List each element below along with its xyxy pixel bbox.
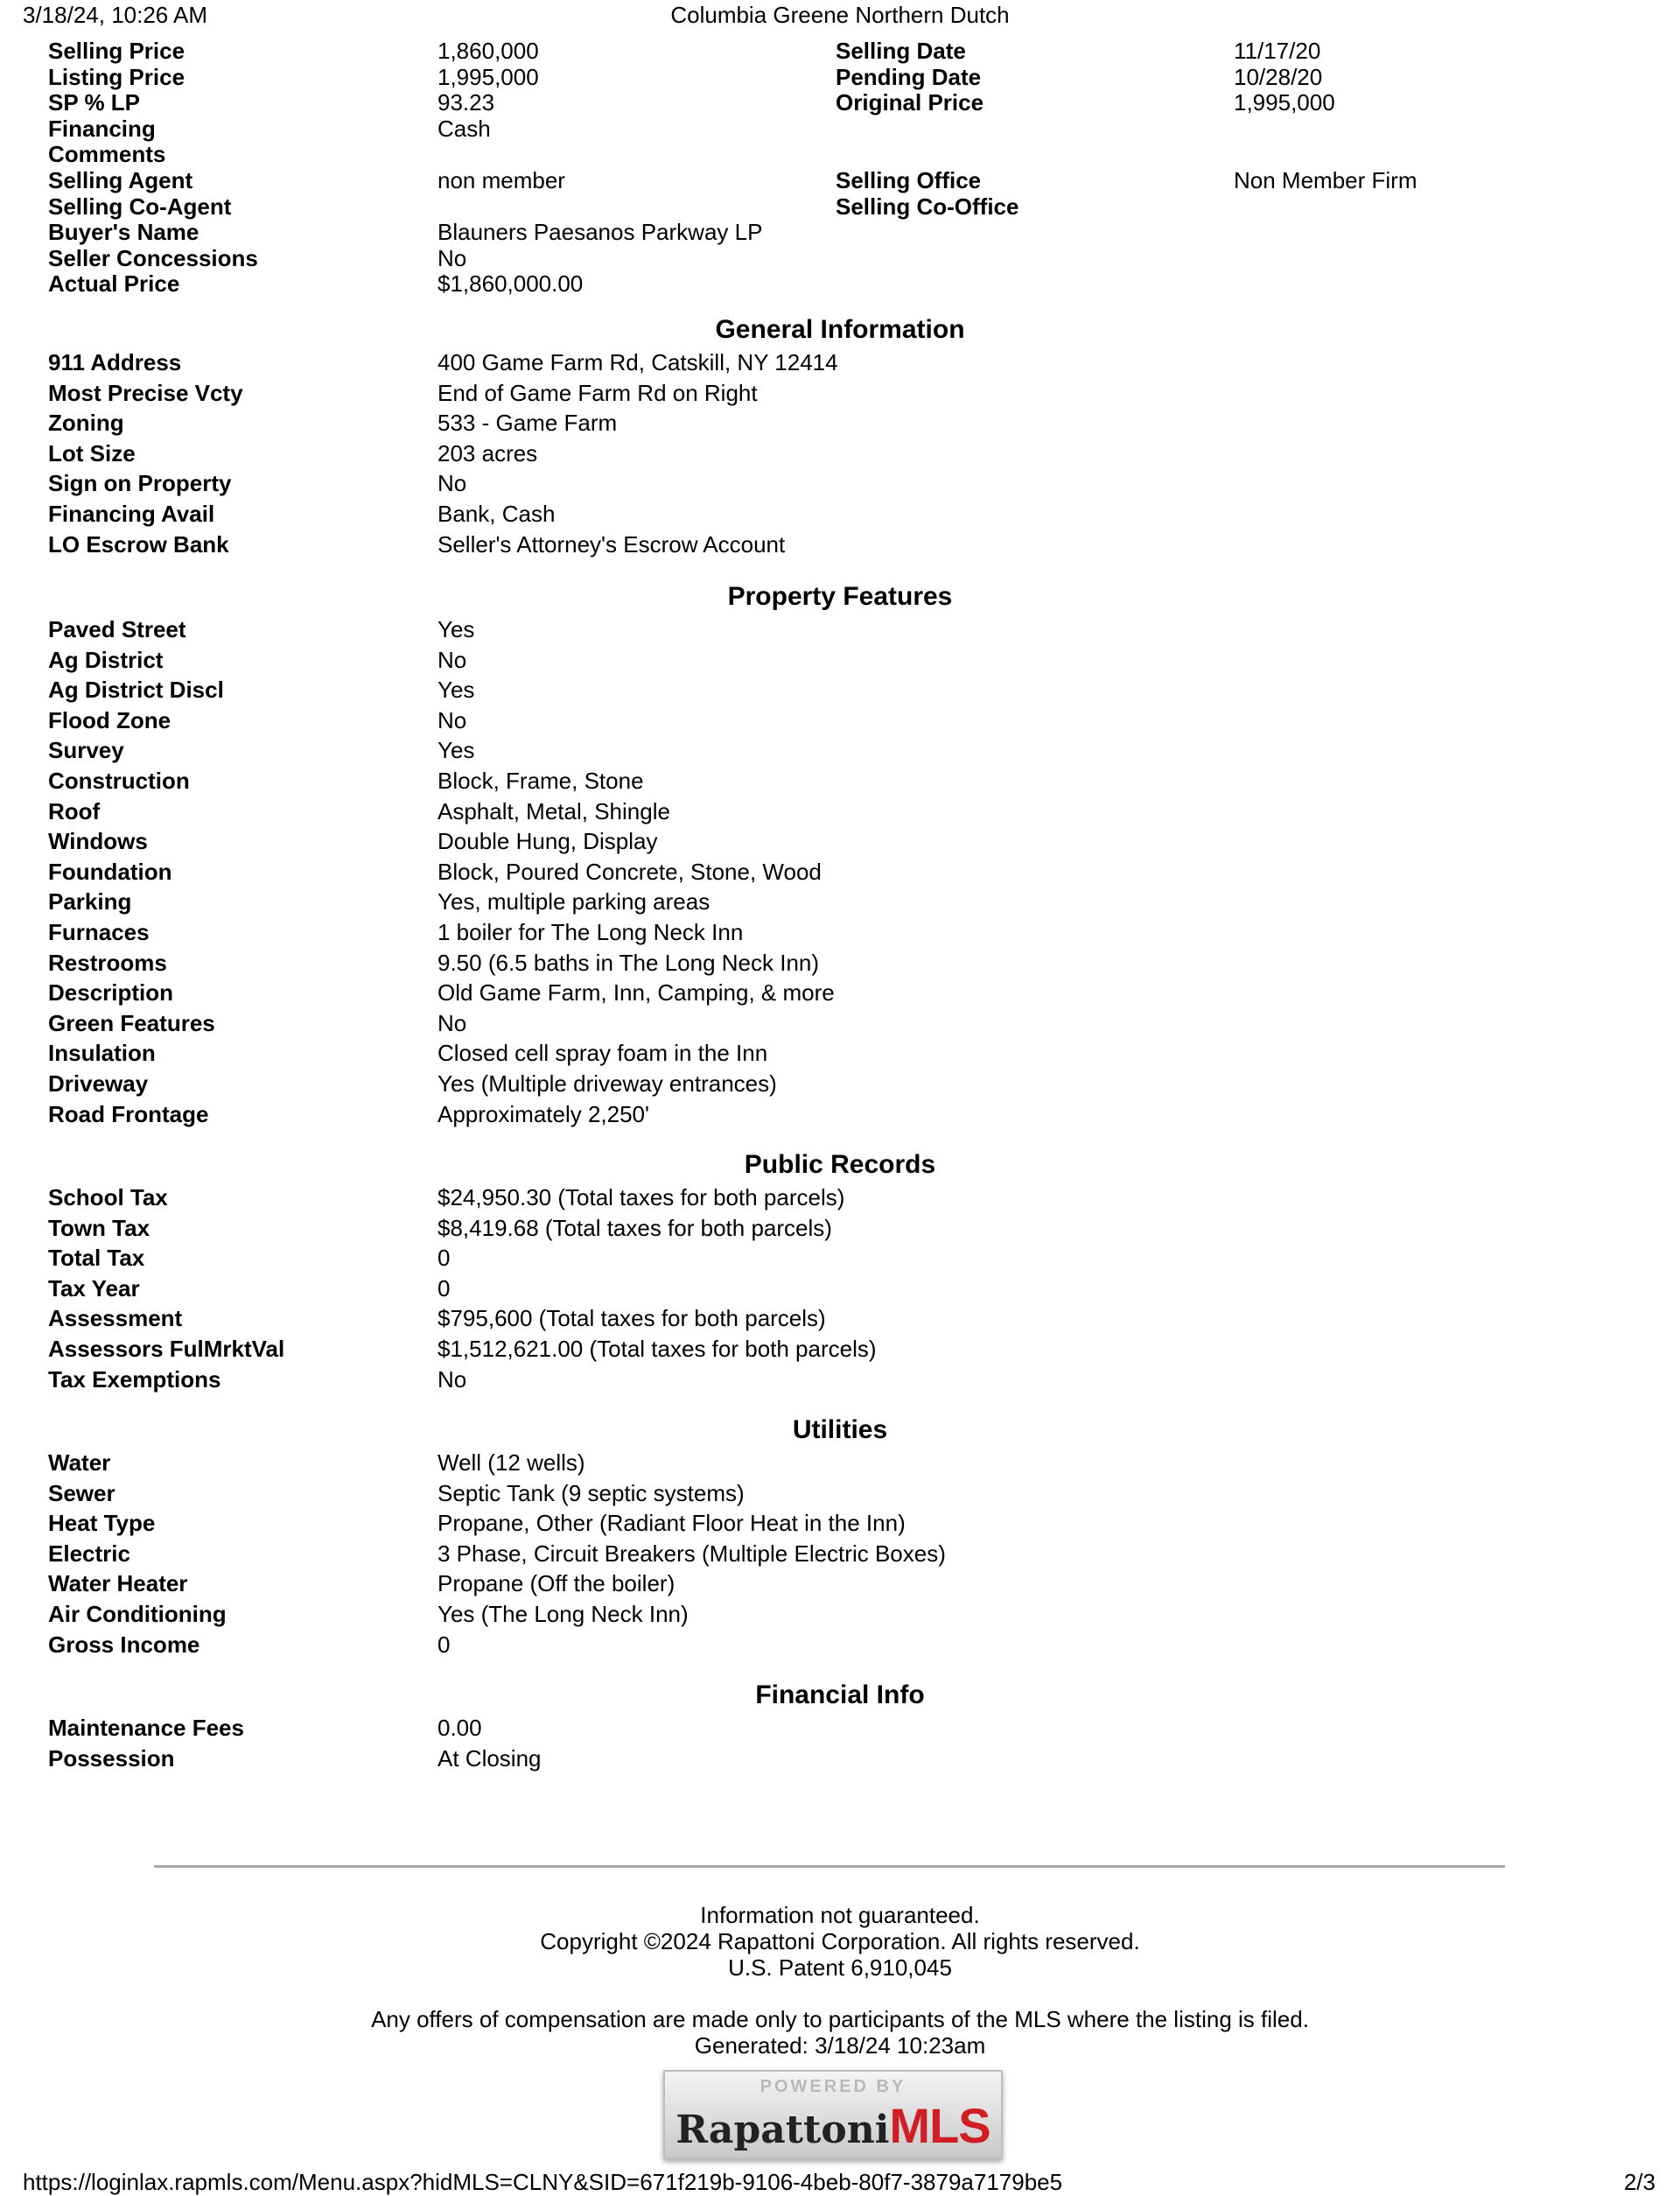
logo-brand: Rapattoni (676, 2108, 890, 2152)
field-label: Sign on Property (48, 470, 232, 497)
field-row (48, 408, 1632, 438)
field-label: Comments (48, 141, 166, 168)
field-value: Yes, multiple parking areas (438, 888, 710, 916)
field-row (48, 1599, 1632, 1630)
field-row (48, 917, 1632, 948)
field-row (48, 978, 1632, 1008)
sale-info-block (48, 39, 1536, 298)
field-row (48, 347, 1632, 378)
logo-mls: MLS (889, 2098, 990, 2153)
field-row (48, 887, 1632, 917)
sale-info-row (48, 271, 1536, 298)
field-value: 1,995,000 (1234, 89, 1335, 116)
field-value: No (438, 1365, 467, 1393)
field-value: Old Game Farm, Inn, Camping, & more (438, 979, 835, 1007)
field-label: Sewer (48, 1479, 116, 1506)
logo-powered-by: POWERED BY (760, 2077, 906, 2096)
field-value: non member (438, 166, 565, 193)
field-row (48, 948, 1632, 979)
field-label: Seller Concessions (48, 244, 258, 271)
field-value: Blauners Paesanos Parkway LP (438, 219, 763, 246)
field-label: Original Price (836, 89, 984, 116)
field-label: Possession (48, 1744, 175, 1772)
field-label: Buyer's Name (48, 219, 200, 246)
financial-info-section (48, 1678, 1632, 1773)
field-row (48, 1099, 1632, 1130)
field-row (48, 530, 1632, 560)
field-row (48, 1069, 1632, 1099)
field-row (48, 1008, 1632, 1039)
section-title: General Information (715, 315, 965, 344)
field-value: 3 Phase, Circuit Breakers (Multiple Electric Boxes) (438, 1540, 946, 1567)
field-value: 1 boiler for The Long Neck Inn (438, 918, 744, 945)
field-value: Asphalt, Metal, Shingle (438, 797, 670, 824)
page-number: 2/3 (1623, 2169, 1656, 2195)
field-label: LO Escrow Bank (48, 530, 229, 558)
field-row (48, 1743, 1632, 1774)
field-value: No (438, 706, 467, 733)
field-value: No (438, 470, 467, 497)
field-label: Maintenance Fees (48, 1715, 244, 1741)
field-value: No (438, 646, 467, 673)
general-information-section (48, 312, 1632, 559)
field-label: Windows (48, 828, 148, 855)
field-label: Selling Agent (48, 166, 193, 193)
field-label: Town Tax (48, 1214, 150, 1241)
patent-text: U.S. Patent 6,910,045 (728, 1954, 952, 1981)
field-row (48, 735, 1632, 766)
field-label: SP % LP (48, 89, 141, 116)
public-records-section (48, 1147, 1632, 1394)
page-url: https://loginlax.rapmls.com/Menu.aspx?hidMLS=CLNY&SID=671f219b-9106-4beb-80f7-3879a7179be5 (23, 2169, 1063, 2195)
field-row (48, 1273, 1632, 1304)
field-label: Water (48, 1449, 111, 1476)
field-label: Assessors FulMrktVal (48, 1335, 285, 1362)
field-label: Gross Income (48, 1631, 200, 1658)
field-value: 1,995,000 (438, 63, 539, 90)
field-label: Furnaces (48, 918, 150, 945)
field-row (48, 1713, 1632, 1743)
field-value: Cash (438, 115, 491, 142)
field-label: Tax Exemptions (48, 1365, 221, 1393)
field-label: Road Frontage (48, 1100, 209, 1127)
field-label: School Tax (48, 1184, 168, 1210)
field-label: Lot Size (48, 439, 136, 467)
field-value: $1,860,000.00 (438, 270, 584, 298)
field-row (48, 468, 1632, 499)
footer-divider (154, 1865, 1505, 1868)
section-title: Financial Info (755, 1680, 925, 1709)
field-value: Closed cell spray foam in the Inn (438, 1040, 768, 1067)
sale-info-row (48, 116, 1536, 143)
field-label: Construction (48, 767, 190, 794)
field-value: 93.23 (438, 89, 495, 116)
field-value: 0.00 (438, 1715, 482, 1741)
copyright-text: Copyright ©2024 Rapattoni Corporation. All rights reserved. (540, 1928, 1140, 1954)
field-row (48, 645, 1632, 676)
compensation-notice: Any offers of compensation are made only to participants of the MLS where the listing is filed. (371, 2006, 1309, 2032)
field-value: Propane (Off the boiler) (438, 1570, 676, 1597)
field-value: $24,950.30 (Total taxes for both parcels) (438, 1184, 845, 1210)
field-value: Block, Poured Concrete, Stone, Wood (438, 858, 822, 885)
field-value: Block, Frame, Stone (438, 767, 644, 794)
field-label: Selling Co-Agent (48, 193, 232, 220)
field-value: No (438, 1009, 467, 1036)
sale-info-row (48, 39, 1536, 65)
field-row (48, 826, 1632, 857)
field-value: Yes (Multiple driveway entrances) (438, 1070, 777, 1097)
field-row (48, 1539, 1632, 1569)
field-label: Assessment (48, 1305, 183, 1332)
field-label: Water Heater (48, 1570, 188, 1597)
field-label: Tax Year (48, 1274, 140, 1301)
sale-info-row (48, 220, 1536, 246)
field-row (48, 1182, 1632, 1213)
field-value: At Closing (438, 1744, 542, 1772)
field-value: Yes (438, 737, 475, 764)
field-row (48, 1243, 1632, 1273)
field-row (48, 1448, 1632, 1478)
field-value: 9.50 (6.5 baths in The Long Neck Inn) (438, 949, 820, 976)
field-label: Total Tax (48, 1245, 145, 1272)
logo-wordmark (665, 2098, 1001, 2155)
section-title: Utilities (792, 1415, 888, 1444)
field-label: Restrooms (48, 949, 167, 976)
field-value: Non Member Firm (1234, 166, 1418, 193)
field-row (48, 499, 1632, 530)
field-label: Electric (48, 1540, 130, 1567)
field-value: 11/17/20 (1234, 38, 1321, 64)
field-label: Flood Zone (48, 706, 172, 733)
field-row (48, 1568, 1632, 1599)
generated-timestamp: Generated: 3/18/24 10:23am (694, 2032, 986, 2059)
field-value: Septic Tank (9 septic systems) (438, 1479, 745, 1506)
field-label: Survey (48, 737, 124, 764)
field-label: Ag District Discl (48, 677, 224, 704)
field-label: Selling Date (836, 38, 966, 64)
field-value: $8,419.68 (Total taxes for both parcels) (438, 1214, 832, 1241)
field-value: 203 acres (438, 439, 538, 467)
field-label: Actual Price (48, 270, 180, 298)
document-title: Columbia Greene Northern Dutch (670, 2, 1010, 28)
field-row (48, 1303, 1632, 1334)
field-value: Bank, Cash (438, 500, 556, 527)
property-features-section (48, 579, 1632, 1129)
field-value: Propane, Other (Radiant Floor Heat in the Inn) (438, 1510, 906, 1537)
field-label: Description (48, 979, 174, 1007)
field-label: Zoning (48, 410, 124, 437)
field-label: Selling Co-Office (836, 193, 1019, 220)
field-value: 10/28/20 (1234, 63, 1323, 90)
field-row (48, 438, 1632, 469)
field-value: 533 - Game Farm (438, 410, 618, 437)
field-row (48, 614, 1632, 645)
field-label: Green Features (48, 1009, 215, 1036)
field-value: Approximately 2,250' (438, 1100, 649, 1127)
field-row (48, 675, 1632, 705)
field-value: 0 (438, 1245, 451, 1272)
field-label: Selling Price (48, 38, 186, 64)
field-value: Yes (438, 616, 475, 642)
field-label: Roof (48, 797, 101, 824)
field-value: Seller's Attorney's Escrow Account (438, 530, 786, 558)
field-row (48, 766, 1632, 796)
field-value: 400 Game Farm Rd, Catskill, NY 12414 (438, 349, 838, 375)
field-row (48, 1630, 1632, 1660)
field-row (48, 1478, 1632, 1509)
field-label: Paved Street (48, 616, 186, 642)
field-row (48, 378, 1632, 409)
field-value: Double Hung, Display (438, 828, 658, 855)
field-label: Heat Type (48, 1510, 156, 1537)
sale-info-row (48, 90, 1536, 116)
field-label: Foundation (48, 858, 172, 885)
sale-info-row (48, 142, 1536, 168)
field-value: No (438, 244, 467, 271)
field-value: Yes (438, 677, 475, 704)
field-label: Most Precise Vcty (48, 379, 243, 406)
field-label: 911 Address (48, 349, 182, 375)
disclaimer-text: Information not guaranteed. (700, 1902, 980, 1928)
field-label: Financing (48, 115, 156, 142)
field-row (48, 1213, 1632, 1244)
field-label: Insulation (48, 1040, 156, 1067)
section-title: Property Features (727, 582, 953, 611)
field-label: Ag District (48, 646, 164, 673)
field-row (48, 1365, 1632, 1395)
field-label: Pending Date (836, 63, 982, 90)
field-label: Parking (48, 888, 132, 916)
field-row (48, 857, 1632, 888)
field-row (48, 705, 1632, 736)
field-row (48, 1334, 1632, 1365)
field-value: 1,860,000 (438, 38, 539, 64)
field-row (48, 796, 1632, 827)
field-label: Listing Price (48, 63, 186, 90)
field-value: $1,512,621.00 (Total taxes for both parcels) (438, 1335, 877, 1362)
field-value: Well (12 wells) (438, 1449, 585, 1476)
sale-info-row (48, 168, 1536, 194)
sale-info-row (48, 194, 1536, 221)
rapattoni-mls-logo (663, 2070, 1003, 2159)
field-value: $795,600 (Total taxes for both parcels) (438, 1305, 826, 1332)
field-label: Air Conditioning (48, 1600, 227, 1627)
field-value: 0 (438, 1274, 451, 1301)
field-value: End of Game Farm Rd on Right (438, 379, 758, 406)
field-row (48, 1038, 1632, 1069)
sale-info-row (48, 246, 1536, 272)
utilities-section (48, 1413, 1632, 1659)
sale-info-row (48, 65, 1536, 91)
print-timestamp: 3/18/24, 10:26 AM (23, 2, 208, 28)
field-value: Yes (The Long Neck Inn) (438, 1600, 689, 1627)
field-label: Selling Office (836, 166, 982, 193)
field-value: 0 (438, 1631, 451, 1658)
field-label: Financing Avail (48, 500, 215, 527)
field-label: Driveway (48, 1070, 149, 1097)
section-title: Public Records (744, 1150, 936, 1179)
field-row (48, 1508, 1632, 1539)
